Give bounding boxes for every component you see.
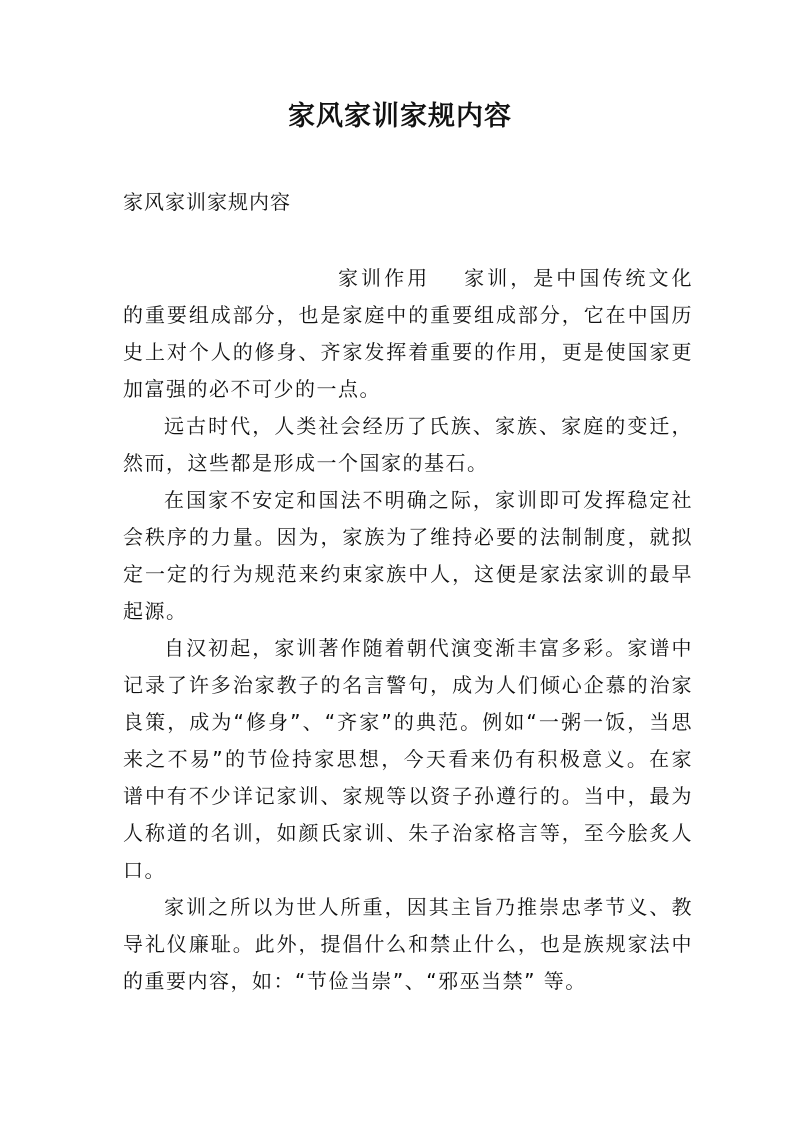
document-body <box>123 260 693 1000</box>
document-subtitle: 家风家训家规内容 <box>123 190 291 214</box>
paragraph: 远古时代，人类社会经历了氏族、家族、家庭的变迁，然而，这些都是形成一个国家的基石。 <box>123 414 693 475</box>
paragraph-intro <box>123 260 693 408</box>
paragraph: 家训之所以为世人所重，因其主旨乃推崇忠孝节义、教导礼仪廉耻。此外，提倡什么和禁止什么，也是族规家法中的重要内容，如：“节俭当崇”、“邪巫当禁” 等。 <box>123 895 693 993</box>
paragraph: 自汉初起，家训著作随着朝代演变渐丰富多彩。家谱中记录了许多治家教子的名言警句，成为人们倾心企慕的治家良策，成为“修身”、“齐家”的典范。例如“一粥一饭，当思来之不易”的节俭持家思想，今天看来仍有积极意义。在家谱中有不少详记家训、家规等以资子孙遵行的。当中，最为人称道的名训，如颜氏家训、朱子治家格言等，至今脍炙人口。 <box>123 636 693 882</box>
document-title: 家风家训家规内容 <box>288 101 512 132</box>
section-heading: 家训作用 <box>338 266 431 290</box>
paragraph: 在国家不安定和国法不明确之际，家训即可发挥稳定社会秩序的力量。因为，家族为了维持必要的法制制度，就拟定一定的行为规范来约束家族中人，这便是家法家训的最早起源。 <box>123 488 693 623</box>
paragraph-intro-text: 家训，是中国传统文化的重要组成部分，也是家庭中的重要组成部分，它在中国历史上对个人的修身、齐家发挥着重要的作用，更是使国家更加富强的必不可少的一点。 <box>123 266 694 401</box>
